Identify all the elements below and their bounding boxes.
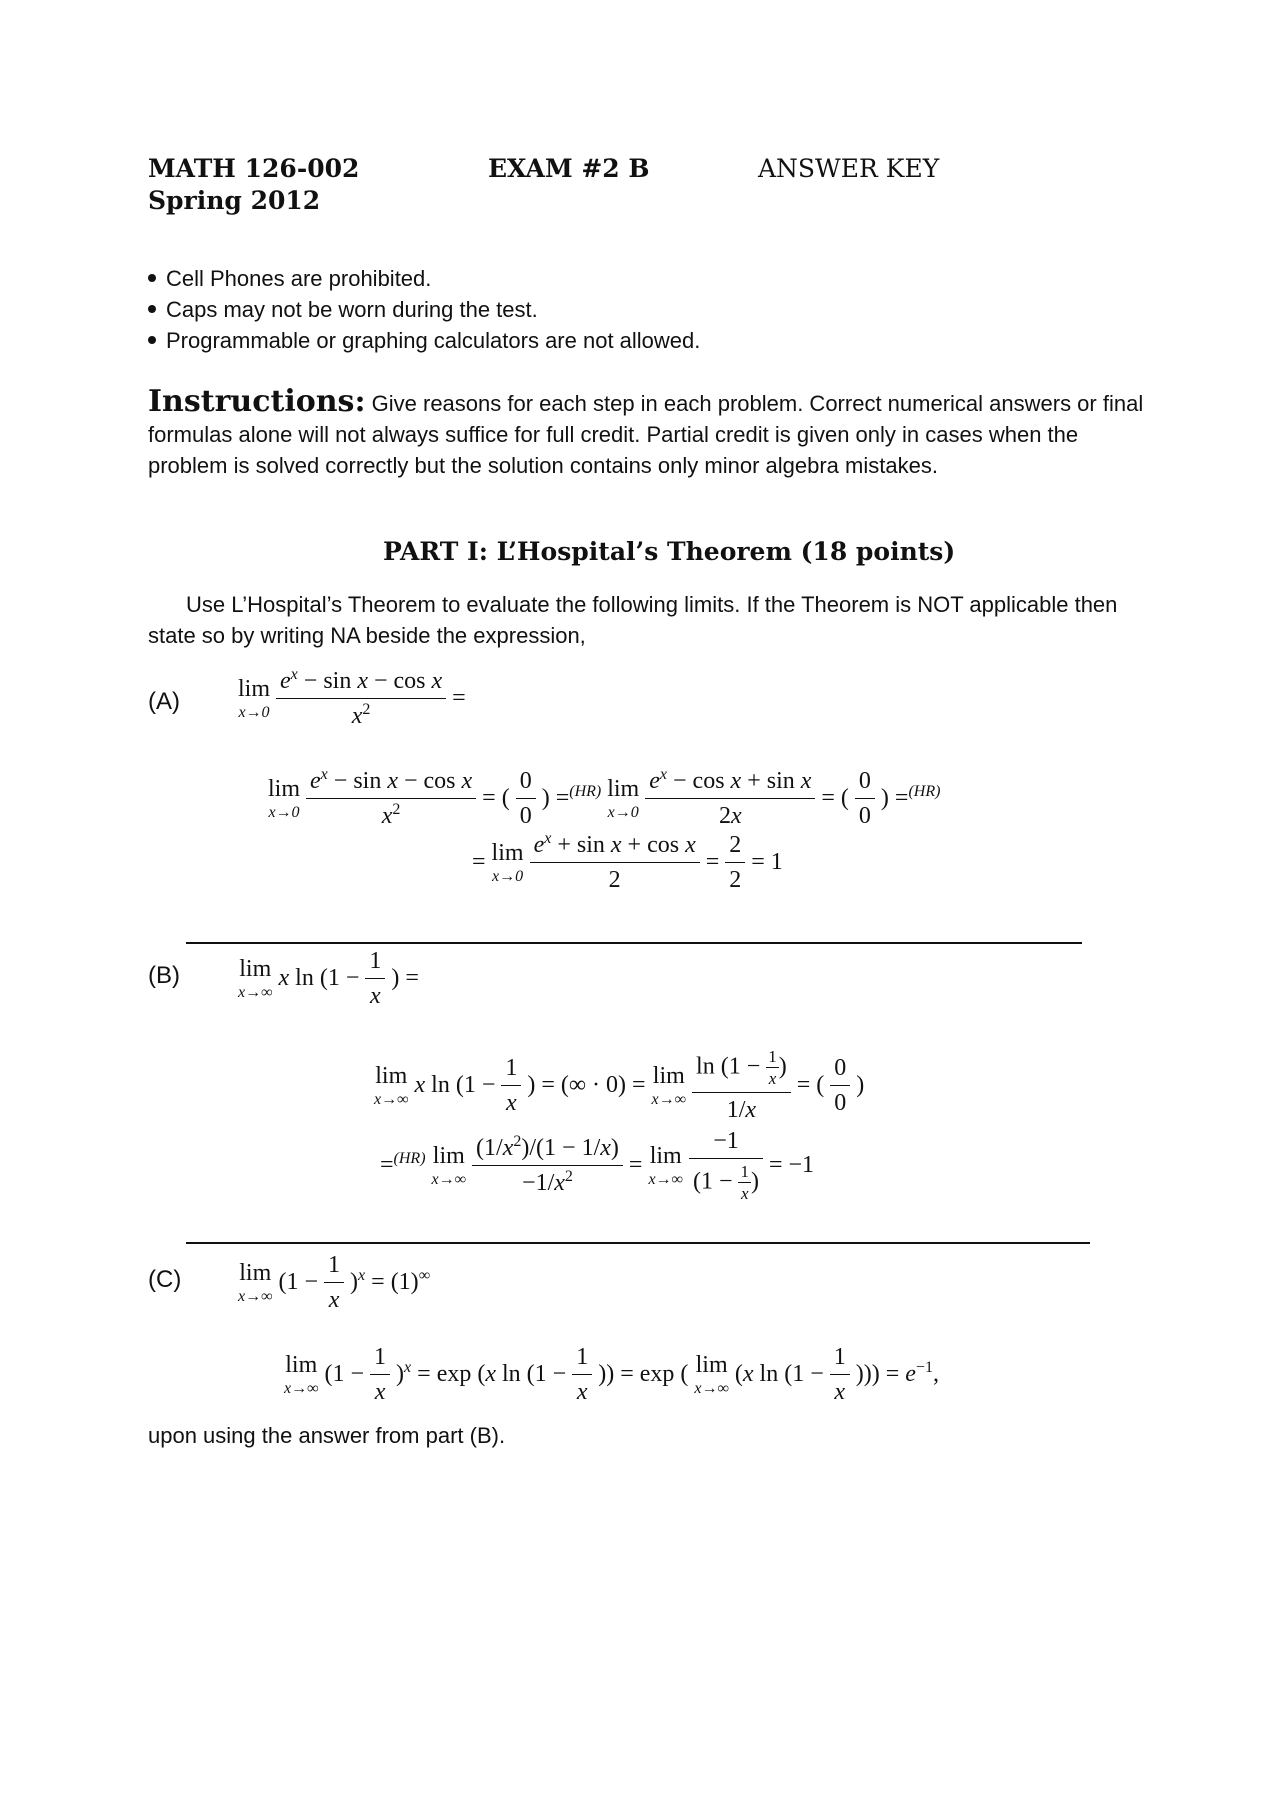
rule-text: Programmable or graphing calculators are not allowed.	[166, 328, 701, 353]
problem-b-statement: lim x→∞ x ln (1 − $\frac{1}{x}$ ) =	[238, 948, 419, 1010]
term: Spring 2012	[148, 186, 321, 215]
problem-c-solution: lim x→∞ (1 − $\frac{1}{x}$ )$^x$ = exp (x ln (1 − $\frac{1}{x}$ )) = exp ( lim x→∞ (x ln (1 − $\frac{1}{x}$ ))) = $e^{-1}$,	[284, 1344, 939, 1406]
instructions	[148, 386, 1158, 481]
instructions-heading: Instructions:	[148, 384, 366, 419]
problem-a-statement: lim x→0 $\frac{e^x - \sin x - \cos x}{x^2}$ =	[238, 666, 466, 730]
problem-b-solution-line1: lim x→∞ x ln (1 − $\frac{1}{x}$ ) = (∞ · 0) = lim x→∞ ln (1 − $\frac{1}{x}$ ) 1/x = ( $\frac{0}{0}$ )	[374, 1047, 865, 1124]
problem-c-footer: upon using the answer from part (B).	[148, 1423, 506, 1448]
problem-a-solution-line1: lim x→0 $\frac{e^x - \sin x - \cos x}{x^2}$ = ( $\frac{0}{0}$ ) =$^{(HR)}$ lim x→0 $\frac{e^x - \cos x + \sin x}{2x}$ = ( $\frac{0}{0}$ ) =$^{(HR)}$	[268, 766, 941, 830]
problem-a-label: (A)	[148, 688, 180, 715]
part-title: PART I: L’Hospital’s Theorem (18 points)	[383, 537, 956, 566]
problem-c-statement: lim x→∞ (1 − $\frac{1}{x}$ )$^x$ = (1)∞	[238, 1252, 431, 1314]
part-intro: Use L’Hospital’s Theorem to evaluate the following limits. If the Theorem is NOT applicable then state so by writing NA beside the expression,	[148, 592, 1118, 648]
answer-key-label: ANSWER KEY	[758, 154, 940, 183]
rule-text: Caps may not be worn during the test.	[166, 297, 538, 322]
divider	[186, 942, 1082, 944]
instructions-text: Give reasons for each step in each problem. Correct numerical answers or final formulas alone will not always suffice for full credit. Partial credit is given only in cases when the problem is solved correctly but the solution contains only minor algebra mistakes.	[148, 391, 1144, 478]
problem-b-solution-line2: =$^{(HR)}$ lim x→∞ $\frac{(1/x^2)/(1 - 1/x)}{-1/x^2}$ = lim x→∞ −1 (1 − $\frac{1}{x}$ ) = −1	[380, 1128, 815, 1204]
bullet-icon	[148, 274, 156, 282]
course-number: MATH 126-002	[148, 154, 360, 183]
rule-item	[148, 328, 700, 354]
problem-c-label: (C)	[148, 1266, 182, 1293]
problem-b-label: (B)	[148, 962, 180, 989]
rule-item	[148, 266, 431, 292]
bullet-icon	[148, 336, 156, 344]
exam-title: EXAM #2 B	[488, 154, 650, 183]
rule-text: Cell Phones are prohibited.	[166, 266, 432, 291]
divider	[186, 1242, 1090, 1244]
bullet-icon	[148, 305, 156, 313]
problem-a-solution-line2: = lim x→0 $\frac{e^x + \sin x + \cos x}{2}$ = $\frac{2}{2}$ = 1	[472, 830, 783, 894]
rule-item	[148, 297, 538, 323]
